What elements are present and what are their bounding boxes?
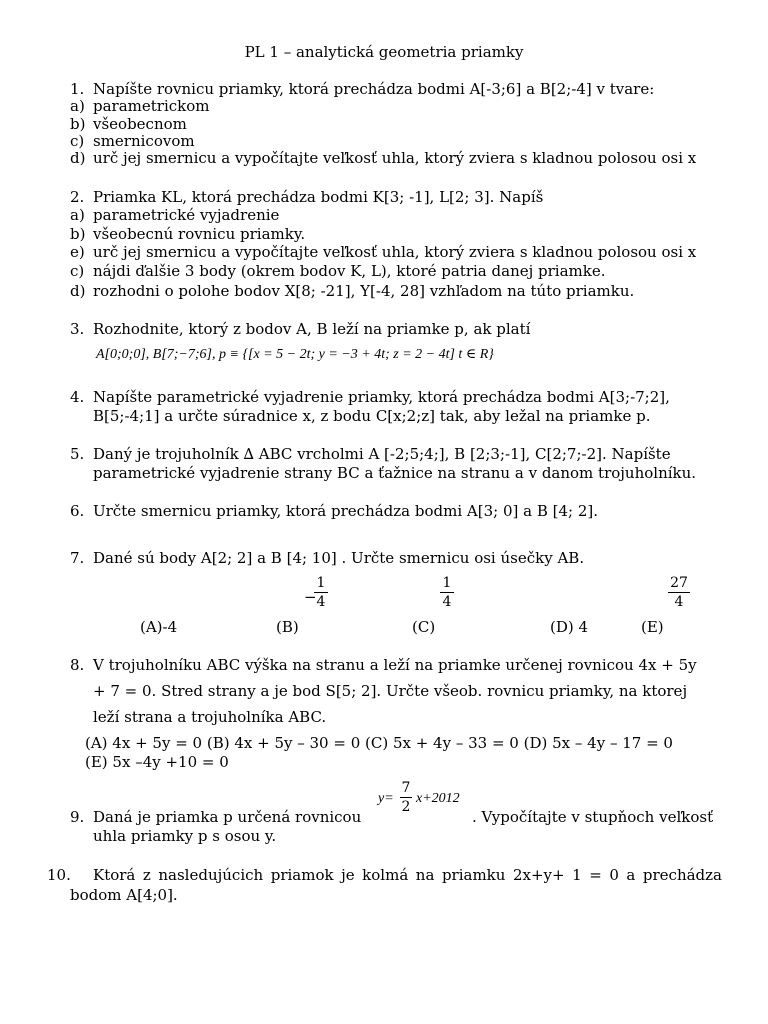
q7-fraction-e (668, 575, 690, 610)
q1-b-text: všeobecnom (93, 115, 187, 133)
q9-formula-num: 7 (401, 780, 411, 796)
fraction-bar (400, 797, 412, 798)
q7-option-e: (E) (641, 618, 664, 636)
q5-number: 5. (70, 445, 85, 463)
q4-line2: B[5;-4;1] a určte súradnice x, z bodu C[x;2;z] tak, aby ležal na priamke p. (93, 407, 651, 425)
q10-line1: Ktorá z nasledujúcich priamok je kolmá na priamku 2x+y+ 1 = 0 a prechádza (93, 866, 722, 884)
q3-formula: A[0;0;0], B[7;−7;6], p ≡ {[x = 5 − 2t; y = −3 + 4t; z = 2 − 4t] t ∈ R} (96, 347, 494, 362)
q4-line1: Napíšte parametrické vyjadrenie priamky, ktorá prechádza bodmi A[3;-7;2], (93, 388, 670, 406)
fraction-bar (440, 592, 454, 593)
q10-number: 10. (47, 866, 71, 884)
q2-a-text: parametrické vyjadrenie (93, 206, 280, 224)
q2-text: Priamka KL, ktorá prechádza bodmi K[3; -1], L[2; 3]. Napíš (93, 188, 544, 206)
q6-number: 6. (70, 502, 85, 520)
q7-option-b: (B) (276, 618, 299, 636)
q8-options-line1: (A) 4x + 5y = 0 (B) 4x + 5y – 30 = 0 (C) 5x + 4y – 33 = 0 (D) 5x – 4y – 17 = 0 (85, 734, 673, 752)
q3-text: Rozhodnite, ktorý z bodov A, B leží na priamke p, ak platí (93, 320, 531, 338)
q7-fraction-e-den: 4 (674, 594, 684, 610)
q6-text: Určte smernicu priamky, ktorá prechádza bodmi A[3; 0] a B [4; 2]. (93, 502, 599, 520)
q7-option-d: (D) 4 (550, 618, 589, 636)
q2-d-text: rozhodni o polohe bodov X[8; -21], Y[-4, 28] vzhľadom na túto priamku. (93, 282, 635, 300)
q8-options-line2: (E) 5x –4y +10 = 0 (85, 753, 229, 771)
q7-fraction-c-den: 4 (442, 594, 452, 610)
q9-text-before: Daná je priamka p určená rovnicou (93, 808, 362, 826)
q8-number: 8. (70, 656, 85, 674)
q8-line2: + 7 = 0. Stred strany a je bod S[5; 2]. Určte všeob. rovnicu priamky, na ktorej (93, 682, 688, 700)
q9-number: 9. (70, 808, 85, 826)
q9-formula-lhs: y= (378, 791, 394, 806)
q2-number: 2. (70, 188, 85, 206)
fraction-bar (668, 592, 690, 593)
q7-fraction-c (440, 575, 454, 610)
q2-e-text: urč jej smernicu a vypočítajte veľkosť uhla, ktorý zviera s kladnou polosou osi x (93, 243, 697, 261)
q2-d-label: d) (70, 282, 86, 300)
q1-a-label: a) (70, 97, 85, 115)
page-title: PL 1 – analytická geometria priamky (244, 43, 524, 61)
q8-line3: leží strana a trojuholníka ABC. (93, 708, 327, 726)
q7-fraction-b-den: 4 (316, 594, 326, 610)
q1-d-label: d) (70, 149, 86, 167)
q1-c-text: smernicovom (93, 132, 195, 150)
q1-d-text: urč jej smernicu a vypočítajte veľkosť uhla, ktorý zviera s kladnou polosou osi x (93, 149, 697, 167)
q2-b-text: všeobecnú rovnicu priamky. (93, 225, 306, 243)
q1-text: Napíšte rovnicu priamky, ktorá prechádza bodmi A[-3;6] a B[2;-4] v tvare: (93, 80, 655, 98)
q7-fraction-c-num: 1 (442, 575, 452, 591)
q7-fraction-b-sign: − (304, 588, 317, 606)
q2-e-label: e) (70, 243, 85, 261)
q3-number: 3. (70, 320, 85, 338)
q1-number: 1. (70, 80, 85, 98)
q9-text-after: . Vypočítajte v stupňoch veľkosť (472, 808, 714, 826)
q7-text: Dané sú body A[2; 2] a B [4; 10] . Určte smernicu osi úsečky AB. (93, 549, 585, 567)
q7-fraction-e-num: 27 (670, 575, 688, 591)
q10-line2: bodom A[4;0]. (70, 886, 178, 904)
fraction-bar (314, 592, 328, 593)
q7-fraction-b-num: 1 (316, 575, 326, 591)
q1-c-label: c) (70, 132, 85, 150)
q2-b-label: b) (70, 225, 86, 243)
q7-fraction-b (314, 575, 328, 610)
q2-a-label: a) (70, 206, 85, 224)
q5-line1: Daný je trojuholník ∆ ABC vrcholmi A [-2;5;4;], B [2;3;-1], C[2;7;-2]. Napíšte (93, 445, 671, 463)
q7-number: 7. (70, 549, 85, 567)
q9-formula-fraction (400, 780, 412, 815)
q1-a-text: parametrickom (93, 97, 210, 115)
q4-number: 4. (70, 388, 85, 406)
q2-c-label: c) (70, 262, 85, 280)
q2-c-text: nájdi ďalšie 3 body (okrem bodov K, L), ktoré patria danej priamke. (93, 262, 606, 280)
q1-b-label: b) (70, 115, 86, 133)
q5-line2: parametrické vyjadrenie strany BC a ťažnice na stranu a v danom trojuholníku. (93, 464, 697, 482)
q9-line2: uhla priamky p s osou y. (93, 827, 277, 845)
q9-formula-den: 2 (401, 799, 411, 815)
q7-option-c: (C) (412, 618, 436, 636)
q9-formula-rhs: x+2012 (416, 791, 460, 806)
q8-line1: V trojuholníku ABC výška na stranu a leží na priamke určenej rovnicou 4x + 5y (93, 656, 697, 674)
q7-option-a: (A)-4 (140, 618, 178, 636)
